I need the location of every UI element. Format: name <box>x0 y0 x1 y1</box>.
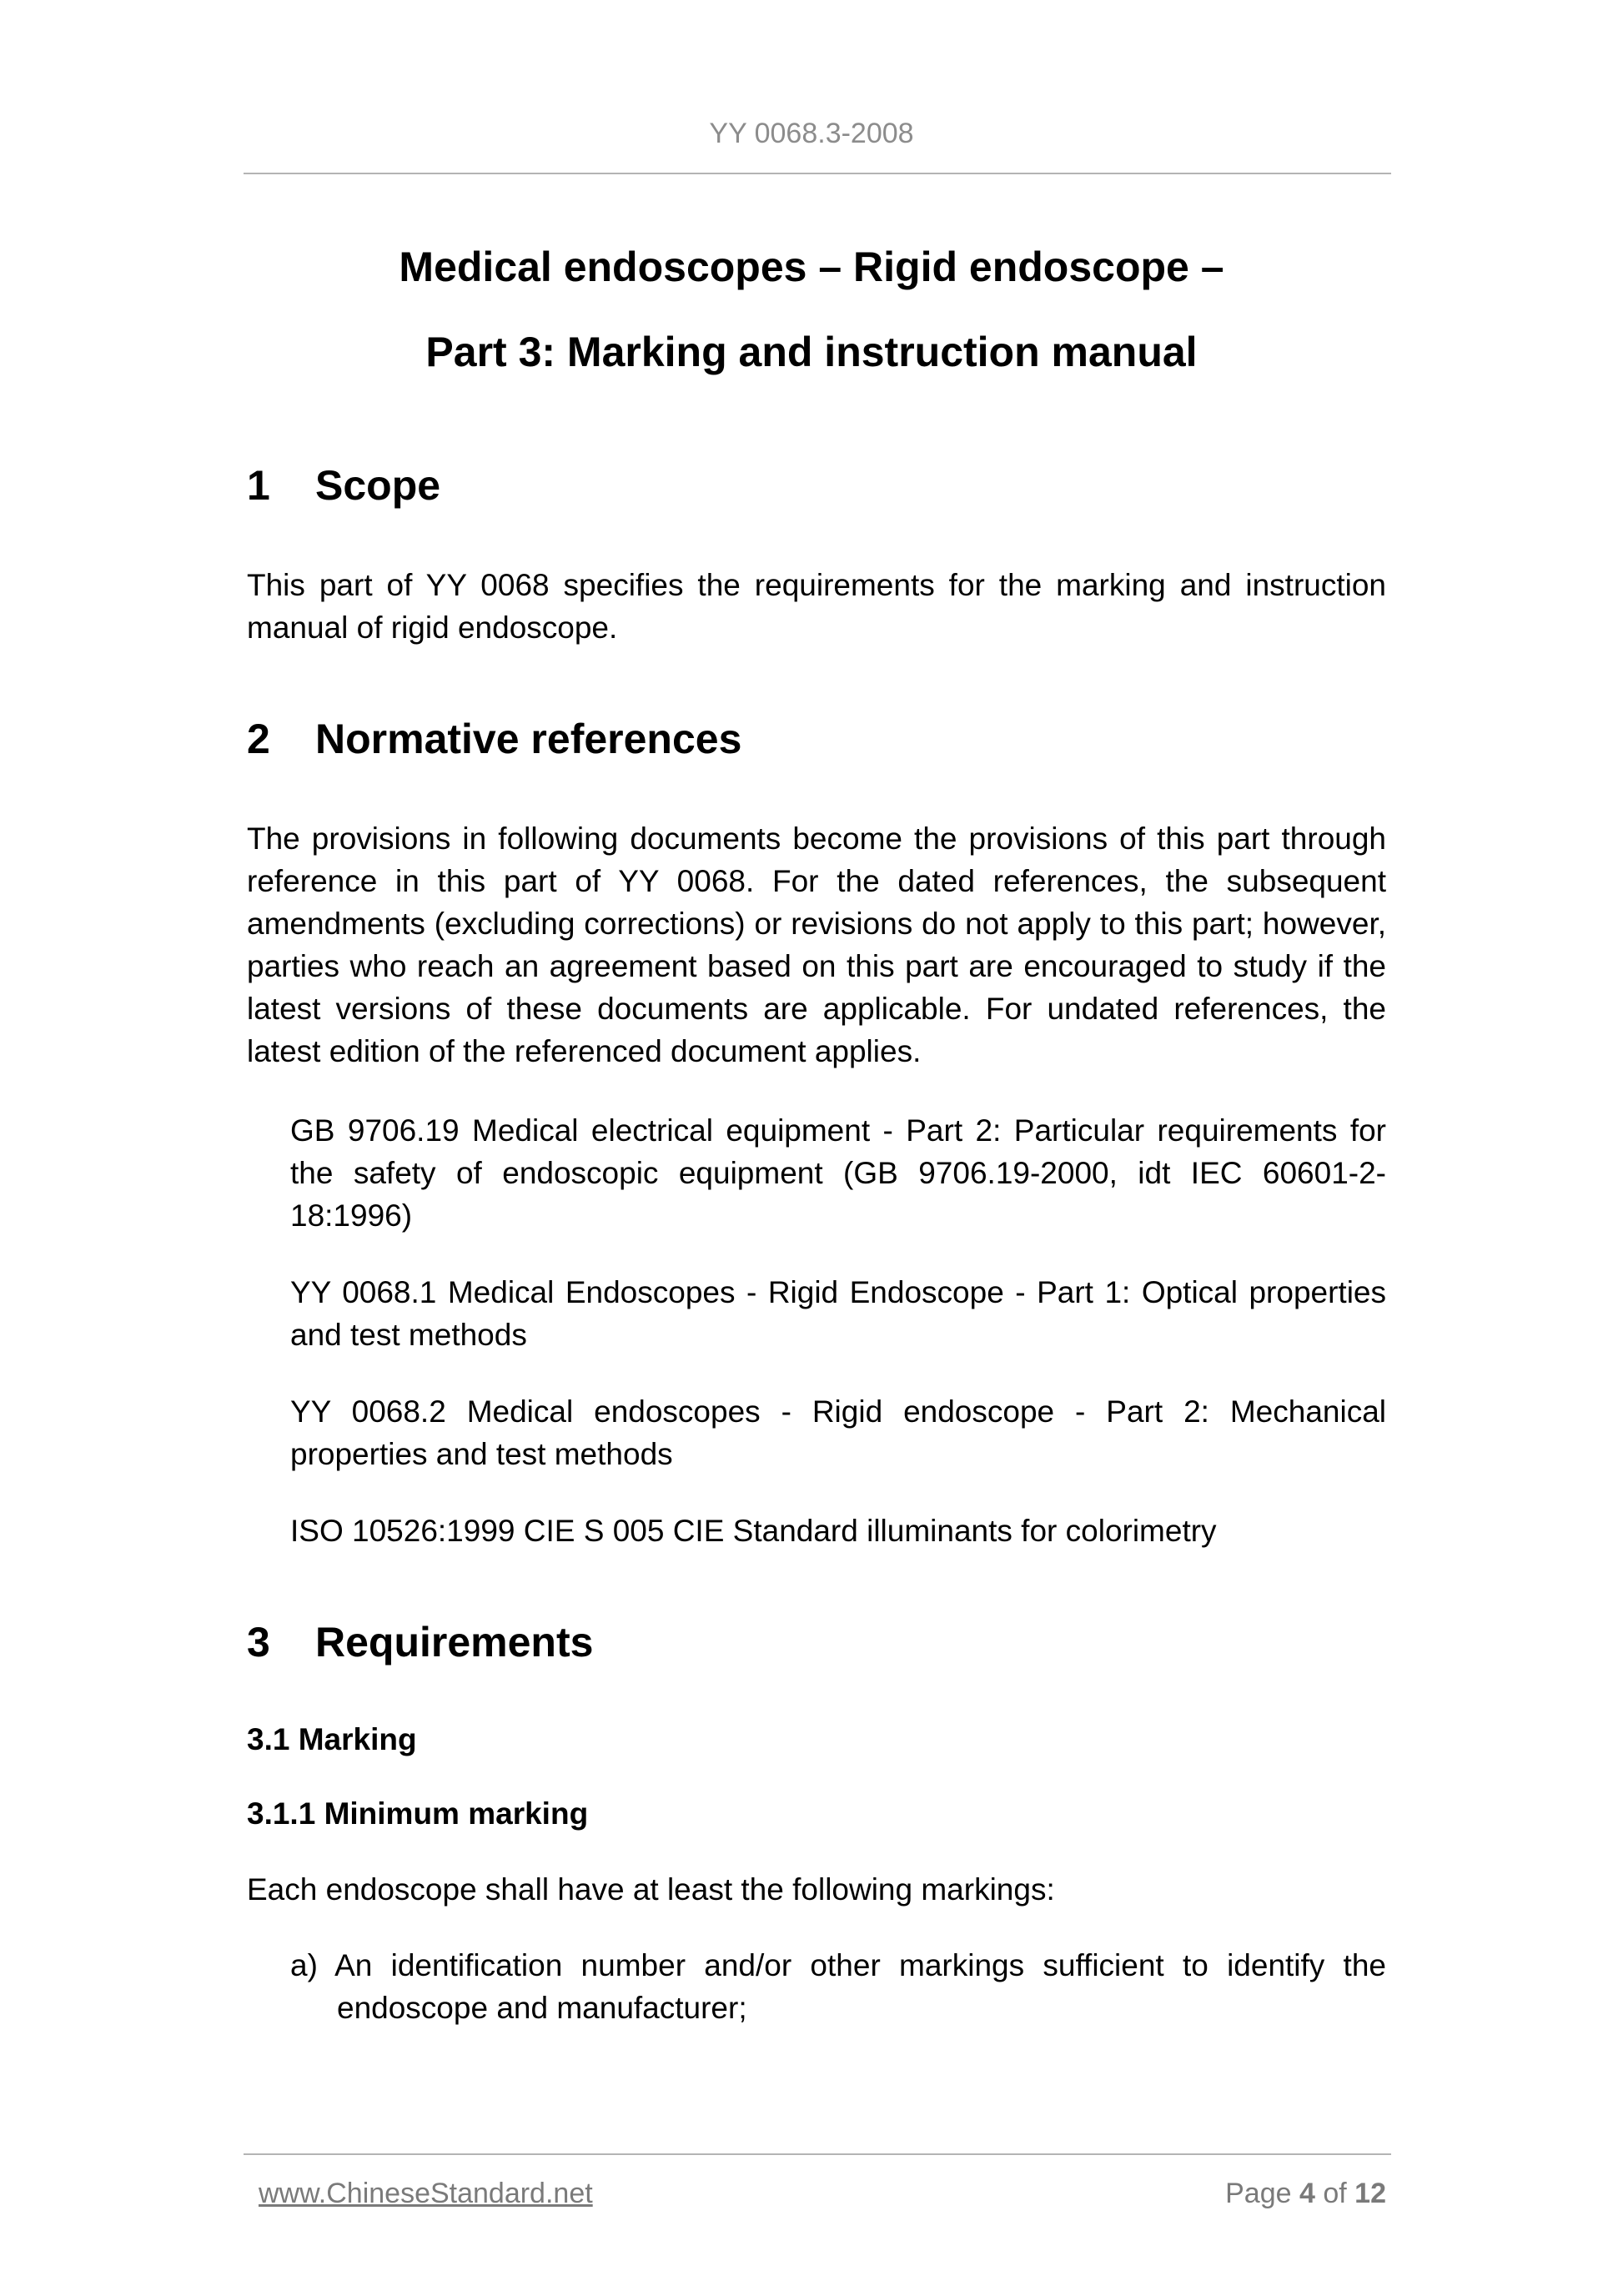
section-heading-normative-references <box>247 714 741 764</box>
reference-item: YY 0068.1 Medical Endoscopes - Rigid Endoscope - Part 1: Optical properties and test methods <box>290 1275 1386 1352</box>
section-number: 3 <box>247 1619 270 1665</box>
page-of-label: of <box>1323 2178 1347 2209</box>
header-divider <box>244 173 1391 174</box>
document-title-line-2: Part 3: Marking and instruction manual <box>425 329 1198 375</box>
section-number: 1 <box>247 462 270 509</box>
section-number: 2 <box>247 716 270 762</box>
footer-divider <box>244 2153 1391 2155</box>
normative-references-paragraph: The provisions in following documents become the provisions of this part through reference in this part of YY 0068. For the dated references, the subsequent amendments (excluding corrections) or revisions do not apply to this part; however, parties who reach an agreement based on this part are encouraged to study if the latest versions of these documents are applicable. For undated references, the latest edition of the referenced document applies. <box>247 821 1386 1068</box>
document-title-line-1: Medical endoscopes – Rigid endoscope – <box>399 244 1224 290</box>
reference-item: GB 9706.19 Medical electrical equipment - Part 2: Particular requirements for the safety of endoscopic equipment (GB 9706.19-2000, idt IEC 60601-2-18:1996) <box>290 1113 1386 1233</box>
page-indicator <box>1225 2177 1386 2210</box>
section-title: Requirements <box>315 1619 594 1665</box>
section-heading-scope <box>247 460 440 510</box>
reference-item: ISO 10526:1999 CIE S 005 CIE Standard illuminants for colorimetry <box>290 1514 1217 1548</box>
section-title: Scope <box>315 462 441 509</box>
page-label: Page <box>1225 2178 1292 2209</box>
section-heading-requirements <box>247 1617 593 1667</box>
requirements-intro-paragraph: Each endoscope shall have at least the following markings: <box>247 1872 1055 1907</box>
current-page-number: 4 <box>1299 2178 1315 2209</box>
section-title: Normative references <box>315 716 742 762</box>
document-number: YY 0068.3-2008 <box>709 118 914 149</box>
reference-item: YY 0068.2 Medical endoscopes - Rigid endoscope - Part 2: Mechanical properties and test methods <box>290 1394 1386 1471</box>
subsection-heading-minimum-marking: 3.1.1 Minimum marking <box>247 1796 589 1831</box>
scope-paragraph: This part of YY 0068 specifies the requirements for the marking and instruction manual of rigid endoscope. <box>247 568 1386 645</box>
list-item: a) An identification number and/or other markings sufficient to identify the endoscope and manufacturer; <box>290 1948 1386 2025</box>
subsection-heading-marking: 3.1 Marking <box>247 1722 417 1756</box>
total-page-count: 12 <box>1354 2178 1386 2209</box>
website-link[interactable]: www.ChineseStandard.net <box>259 2178 593 2209</box>
